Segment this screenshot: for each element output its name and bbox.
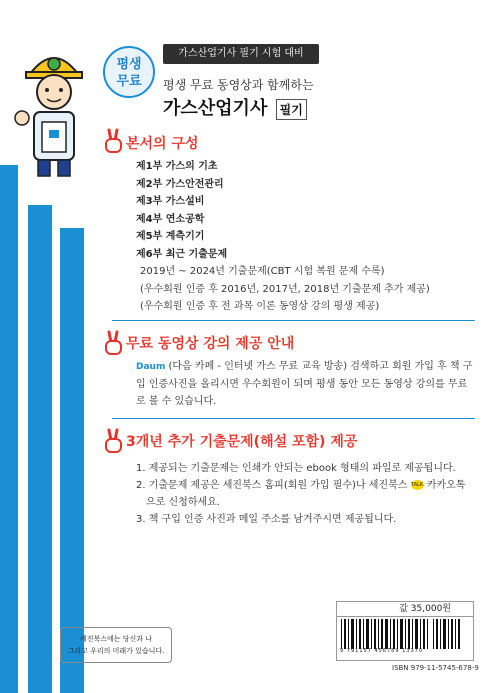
contents-item: 제3부 가스설비 — [136, 196, 205, 207]
video-guide-body: (다음 카페 - 인터넷 가스 무료 교육 방송) 검색하고 회원 가입 후 책 구입 인증사진을 올리시면 우수회원이 되며 평생 동안 모든 동영상 강의를 무료로 볼 수 있습니다. — [136, 361, 473, 407]
contents-note: (우수회원 인증 후 전 과목 이론 동영상 강의 평생 제공) — [140, 301, 380, 312]
mascot-illustration — [12, 40, 96, 180]
book-title-box: 필기 — [276, 99, 307, 120]
barcode-digits: 9 791157 456789 13370 — [340, 648, 424, 654]
blue-bar-outer — [0, 165, 18, 693]
extra-exams-item-cont: 으로 신청하세요. — [146, 497, 220, 508]
blue-bar-inner-right — [60, 228, 84, 693]
section-heading-extra-exams: 3개년 추가 기출문제(해설 포함) 제공 — [126, 434, 358, 450]
daum-logo: Daum — [136, 362, 166, 372]
victory-hand-icon — [103, 128, 125, 154]
contents-note: (우수회원 인증 후 2016년, 2017년, 2018년 기출문제 추가 제공) — [140, 283, 430, 295]
contents-item: 제4부 연소공학 — [136, 213, 205, 225]
contents-note: 2019년 ~ 2024년 기출문제(CBT 시험 복원 문제 수록) — [140, 266, 385, 277]
extra-exams-item: 1. 제공되는 기출문제는 인쇄가 안되는 ebook 형태의 파일로 제공됩니다. — [136, 463, 456, 474]
extra-exams-list — [136, 460, 474, 528]
contents-item: 제5부 계측기기 — [136, 231, 205, 242]
kakaotalk-label: 카카오톡 — [426, 480, 466, 491]
barcode-bars — [339, 619, 475, 649]
book-title-text: 가스산업기사 — [163, 98, 268, 119]
extra-exams-item-text: 2. 기출문제 제공은 세진북스 홈피(회원 가입 필수)나 세진북스 — [136, 480, 408, 491]
price-label: 값 35,000원 — [336, 601, 474, 617]
kakaotalk-icon: TALK — [411, 482, 424, 488]
extra-exams-item: 3. 책 구입 인증 사진과 메일 주소를 남겨주시면 제공됩니다. — [136, 514, 397, 525]
section-divider — [112, 418, 475, 419]
badge-line-2: 무료 — [116, 74, 142, 89]
publisher-slogan — [60, 627, 172, 663]
section-divider — [112, 320, 475, 321]
badge-line-1: 평생 — [116, 57, 142, 72]
isbn: ISBN 979-11-5745-678-9 — [392, 664, 479, 672]
contents-item: 제1부 가스의 기초 — [136, 161, 218, 172]
lifetime-free-badge — [103, 46, 155, 98]
barcode — [336, 617, 474, 661]
publisher-slogan-line: 그리고 우리의 미래가 있습니다. — [67, 647, 165, 655]
subtitle: 평생 무료 동영상과 함께하는 — [163, 78, 314, 92]
exam-tag: 가스산업기사 필기 시험 대비 — [163, 44, 319, 64]
book-title — [163, 94, 307, 120]
publisher-slogan-line: 세진북스에는 당신과 나 — [79, 635, 153, 643]
blue-bar-inner — [28, 205, 52, 693]
victory-hand-icon — [103, 330, 125, 356]
extra-exams-item — [136, 477, 474, 494]
contents-item: 제2부 가스안전관리 — [136, 178, 224, 190]
section-heading-contents: 본서의 구성 — [126, 136, 199, 152]
video-guide-text — [136, 358, 474, 410]
section-heading-video: 무료 동영상 강의 제공 안내 — [126, 336, 295, 352]
contents-item: 제6부 최근 기출문제 — [136, 248, 228, 260]
victory-hand-icon — [103, 428, 125, 454]
contents-list — [136, 158, 430, 316]
